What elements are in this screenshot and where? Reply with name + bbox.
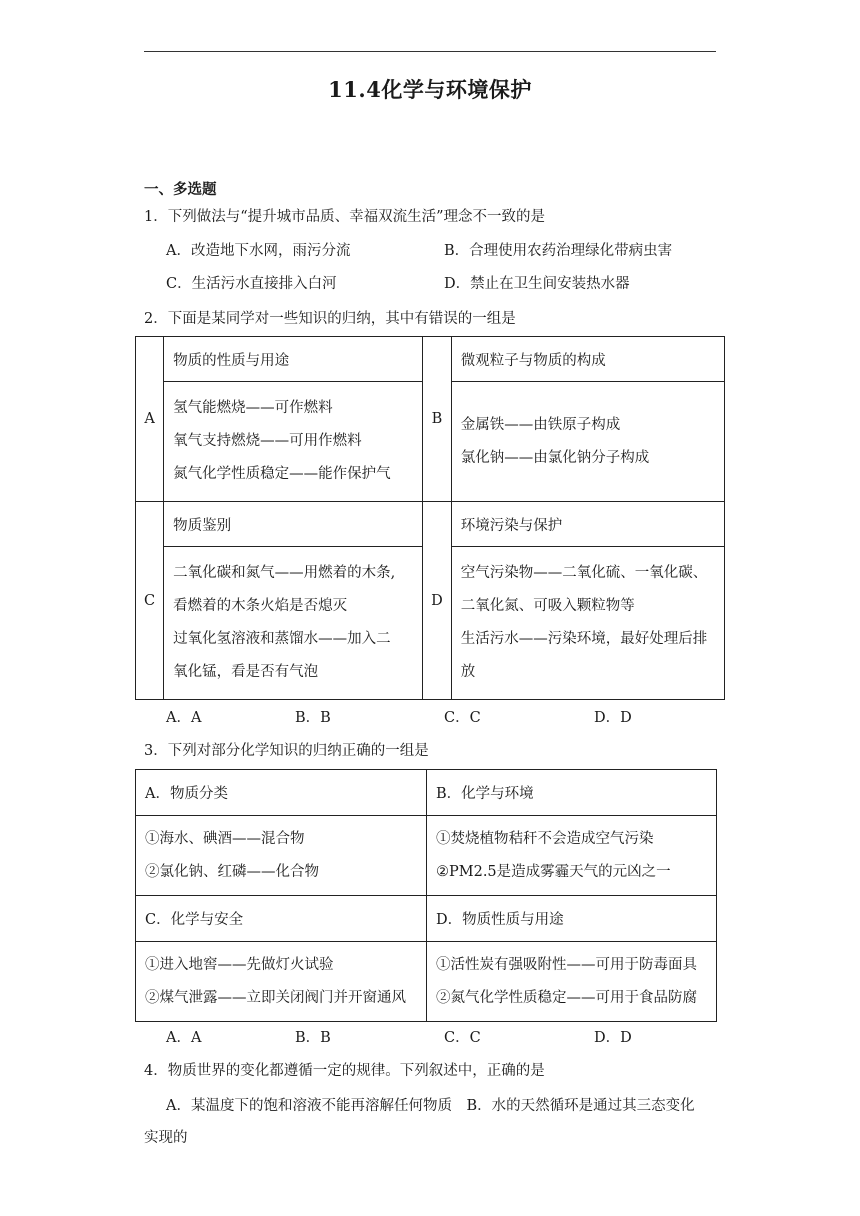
page-title: 11.4化学与环境保护 <box>328 77 532 102</box>
q2-b-line-1: 金属铁——由铁原子构成 <box>460 416 621 433</box>
q2-option-a[interactable]: A．A <box>166 710 202 726</box>
q3-a-line-2: ②氯化钠、红磷——化合物 <box>145 863 319 880</box>
q3-d-line-2: ②氮气化学性质稳定——可用于食品防腐 <box>436 989 697 1006</box>
q1-option-d[interactable]: D．禁止在卫生间安装热水器 <box>444 276 630 292</box>
section-heading: 一、多选题 <box>144 181 217 198</box>
q2-a-line-2: 氧气支持燃烧——可用作燃料 <box>173 433 362 449</box>
q2-c-header: 物质鉴别 <box>164 502 423 547</box>
q2-b-content <box>451 382 724 502</box>
q1-option-c[interactable]: C．生活污水直接排入白河 <box>166 276 337 292</box>
q3-b-content <box>427 816 717 896</box>
q2-b-line-2: 氯化钠——由氯化钠分子构成 <box>460 449 650 466</box>
q3-a-header: A．物质分类 <box>136 770 427 816</box>
q3-b-line-1: ①焚烧植物秸秆不会造成空气污染 <box>436 830 654 847</box>
q2-d-header: 环境污染与保护 <box>451 502 724 547</box>
q2-c-content <box>164 547 423 700</box>
q2-stem: 2．下面是某同学对一些知识的归纳，其中有错误的一组是 <box>144 311 516 327</box>
q4-options-line-2: 实现的 <box>144 1130 188 1146</box>
q2-c-line-3: 过氧化氢溶液和蒸馏水——加入二 <box>173 631 391 647</box>
q3-option-c[interactable]: C．C <box>444 1030 481 1046</box>
q2-d-line-3: 生活污水——污染环境，最好处理后排 <box>460 631 708 647</box>
q2-option-c[interactable]: C．C <box>444 710 481 726</box>
q2-a-line-1: 氢气能燃烧——可作燃料 <box>173 400 333 416</box>
q2-label-a: A <box>136 337 164 502</box>
q2-b-header: 微观粒子与物质的构成 <box>451 337 724 382</box>
q3-a-content <box>136 816 427 896</box>
q4-stem: 4．物质世界的变化都遵循一定的规律。下列叙述中，正确的是 <box>144 1063 545 1079</box>
q2-c-line-2: 看燃着的木条火焰是否熄灭 <box>173 598 348 614</box>
q3-d-header: D．物质性质与用途 <box>427 896 717 942</box>
q2-a-line-3: 氮气化学性质稳定——能作保护气 <box>173 466 391 482</box>
q3-stem: 3．下列对部分化学知识的归纳正确的一组是 <box>144 743 429 759</box>
q3-a-line-1: ①海水、碘酒——混合物 <box>145 830 305 847</box>
q3-option-d[interactable]: D．D <box>594 1030 632 1046</box>
q2-c-line-4: 氧化锰，看是否有气泡 <box>173 664 319 680</box>
q3-option-a[interactable]: A．A <box>166 1030 202 1046</box>
q4-options-line-1[interactable]: A．某温度下的饱和溶液不能再溶解任何物质 B．水的天然循环是通过其三态变化 <box>166 1098 695 1114</box>
q2-c-line-1: 二氧化碳和氮气——用燃着的木条, <box>173 565 396 581</box>
q3-option-b[interactable]: B．B <box>295 1030 331 1046</box>
q1-stem: 1．下列做法与“提升城市品质、幸福双流生活”理念不一致的是 <box>144 209 546 225</box>
q2-label-b: B <box>423 337 452 502</box>
q1-option-b[interactable]: B．合理使用农药治理绿化带病虫害 <box>444 243 673 259</box>
q2-d-content <box>451 547 724 700</box>
q2-label-d: D <box>423 502 452 700</box>
q1-option-a[interactable]: A．改造地下水网，雨污分流 <box>166 243 351 259</box>
q3-c-content <box>136 942 427 1022</box>
q3-table <box>135 769 717 1022</box>
q2-label-c: C <box>136 502 164 700</box>
q2-table <box>135 336 725 700</box>
header-rule <box>144 51 716 52</box>
q2-d-line-1: 空气污染物——二氧化硫、一氧化碳、 <box>460 565 708 581</box>
q3-d-content <box>427 942 717 1022</box>
q3-c-line-2: ②煤气泄露——立即关闭阀门并开窗通风 <box>145 989 406 1006</box>
q2-d-line-4: 放 <box>460 664 476 680</box>
q3-b-line-2: ②PM2.5是造成雾霾天气的元凶之一 <box>436 863 671 880</box>
q3-b-header: B．化学与环境 <box>427 770 717 816</box>
q2-option-d[interactable]: D．D <box>594 710 632 726</box>
q3-d-line-1: ①活性炭有强吸附性——可用于防毒面具 <box>436 956 697 973</box>
q2-a-header: 物质的性质与用途 <box>164 337 423 382</box>
q2-d-line-2: 二氧化氮、可吸入颗粒物等 <box>460 598 635 614</box>
q2-a-content <box>164 382 423 502</box>
q3-c-header: C．化学与安全 <box>136 896 427 942</box>
q2-option-b[interactable]: B．B <box>295 710 331 726</box>
q3-c-line-1: ①进入地窖——先做灯火试验 <box>145 956 334 973</box>
